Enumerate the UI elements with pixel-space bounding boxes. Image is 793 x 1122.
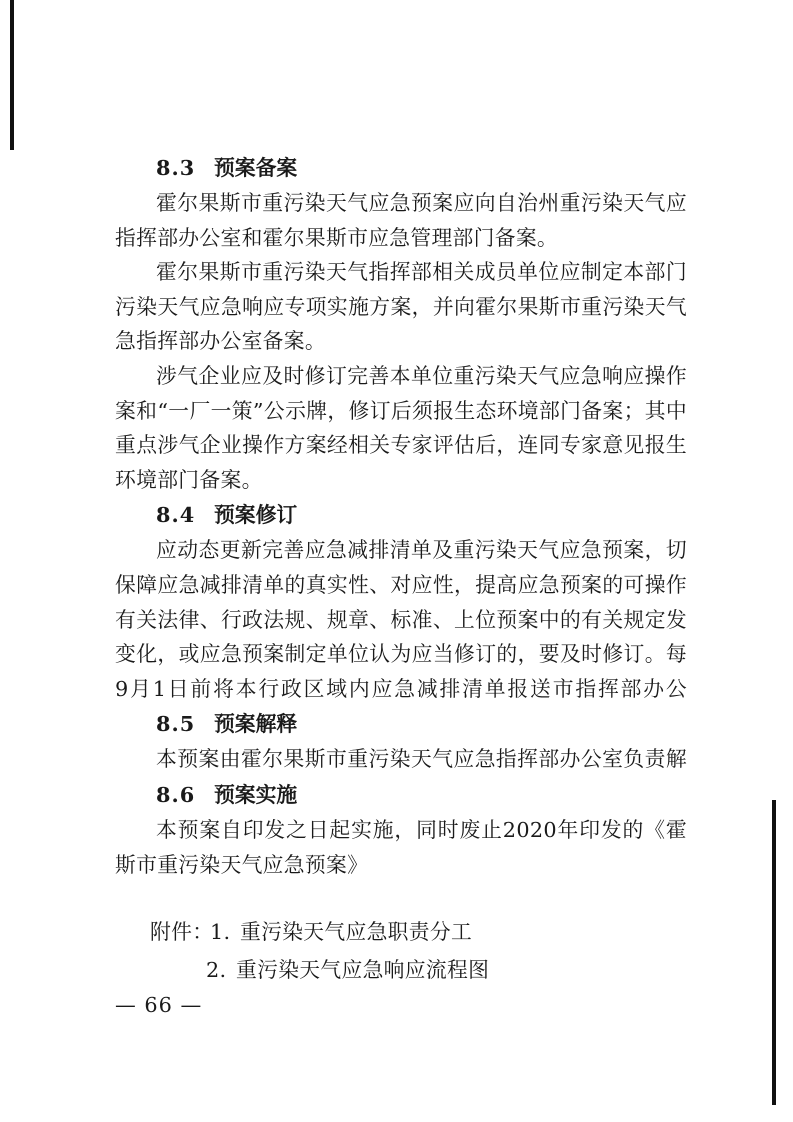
paragraph-line: 指挥部办公室和霍尔果斯市应急管理部门备案。 bbox=[115, 225, 559, 250]
paragraph-line: 重点涉气企业操作方案经相关专家评估后，连同专家意见报生 bbox=[115, 433, 687, 458]
paragraph-line: 涉气企业应及时修订完善本单位重污染天气应急响应操作 bbox=[156, 363, 687, 388]
paragraph-line: 急指挥部办公室备案。 bbox=[115, 329, 326, 354]
paragraph-line: 应动态更新完善应急减排清单及重污染天气应急预案，切 bbox=[156, 538, 687, 563]
section-heading-8-5 bbox=[115, 706, 687, 742]
attachment-title: 重污染天气应急职责分工 bbox=[240, 920, 473, 944]
section-title: 预案实施 bbox=[214, 781, 298, 807]
attachment-item-1 bbox=[150, 913, 489, 951]
scan-edge-right bbox=[772, 800, 776, 1105]
section-title: 预案备案 bbox=[214, 155, 298, 180]
paragraph-line: 本预案自印发之日起实施，同时废止2020年印发的《霍 bbox=[156, 817, 687, 842]
scan-edge-left bbox=[10, 0, 14, 150]
section-title: 预案修订 bbox=[214, 502, 298, 528]
section-heading-8-6 bbox=[115, 777, 687, 813]
document-body bbox=[115, 150, 687, 882]
section-title: 预案解释 bbox=[214, 711, 298, 737]
paragraph-line: 9月1日前将本行政区域内应急减排清单报送市指挥部办公 bbox=[115, 676, 687, 701]
paragraph-line: 有关法律、行政法规、规章、标准、上位预案中的有关规定发 bbox=[115, 607, 687, 632]
paragraph-line: 案和“一厂一策”公示牌，修订后须报生态环境部门备案；其中 bbox=[115, 398, 687, 423]
attachments-label: 附件： bbox=[150, 920, 214, 944]
attachment-item-2 bbox=[150, 951, 489, 989]
paragraph-line: 本预案由霍尔果斯市重污染天气应急指挥部办公室负责解 bbox=[156, 747, 687, 772]
attachments-list bbox=[150, 913, 489, 989]
paragraph-line: 变化，或应急预案制定单位认为应当修订的，要及时修订。每 bbox=[115, 642, 687, 667]
attachment-number: 2. bbox=[206, 958, 227, 982]
section-number: 8.4 bbox=[156, 502, 196, 528]
attachment-title: 重污染天气应急响应流程图 bbox=[236, 958, 490, 982]
attachment-number: 1. bbox=[210, 920, 231, 944]
section-number: 8.6 bbox=[156, 781, 196, 807]
section-heading-8-3 bbox=[115, 150, 687, 186]
paragraph-line: 斯市重污染天气应急预案》 bbox=[115, 852, 369, 877]
section-number: 8.3 bbox=[156, 155, 196, 180]
paragraph-line: 保障应急减排清单的真实性、对应性，提高应急预案的可操作 bbox=[115, 572, 687, 597]
section-heading-8-4 bbox=[115, 497, 687, 533]
paragraph-line: 污染天气应急响应专项实施方案，并向霍尔果斯市重污染天气 bbox=[115, 294, 687, 319]
paragraph-line: 环境部门备案。 bbox=[115, 467, 263, 492]
section-number: 8.5 bbox=[156, 711, 196, 737]
paragraph-line: 霍尔果斯市重污染天气应急预案应向自治州重污染天气应 bbox=[156, 191, 687, 215]
paragraph-line: 霍尔果斯市重污染天气指挥部相关成员单位应制定本部门 bbox=[156, 260, 687, 285]
page-number: — 66 — bbox=[115, 993, 203, 1017]
